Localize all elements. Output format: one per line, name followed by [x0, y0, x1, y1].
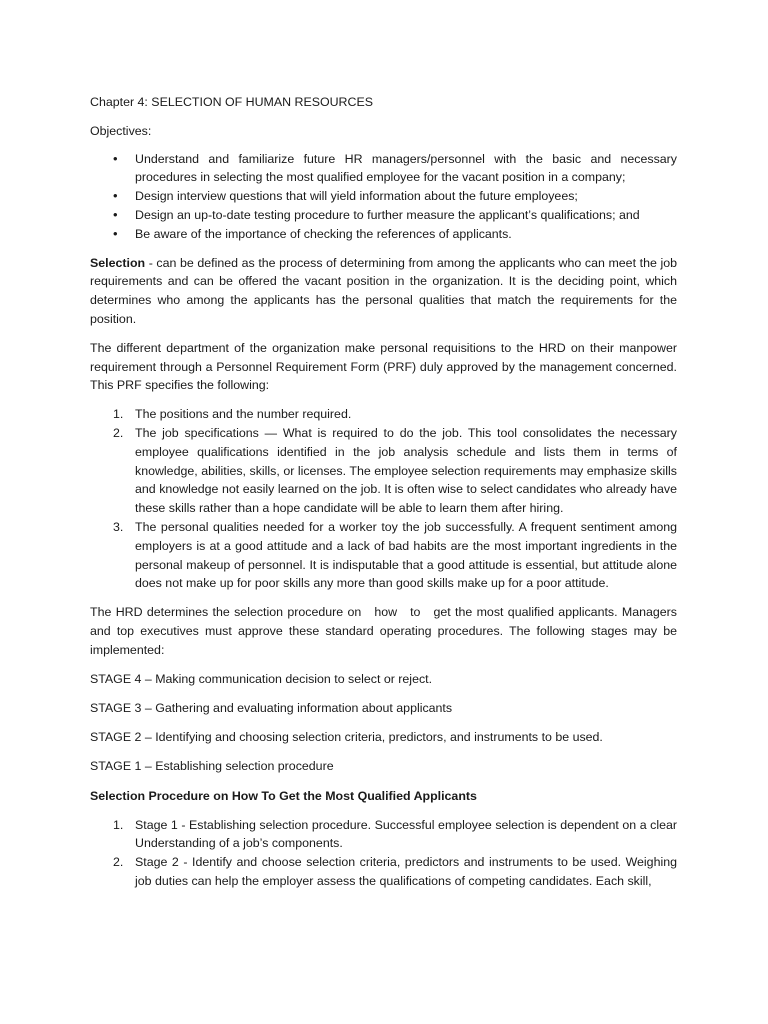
bullet-icon: • [113, 150, 118, 166]
selection-definition-paragraph [90, 254, 677, 329]
stage-line: STAGE 3 – Gathering and evaluating information about applicants [90, 700, 453, 715]
objective-text: Understand and familiarize future HR managers/personnel with the basic and necessary procedures in selecting the most qualified employee for the vacant position in a company; [135, 151, 677, 185]
prf-list [90, 405, 677, 593]
stage-line: STAGE 1 – Establishing selection procedure [90, 759, 334, 774]
objective-item [90, 150, 677, 188]
objective-text: Design interview questions that will yield information about the future employees; [135, 189, 578, 204]
procedure-list [90, 816, 677, 891]
prf-item [90, 424, 677, 518]
procedure-heading: Selection Procedure on How To Get the Most Qualified Applicants [90, 788, 477, 803]
stage-line: STAGE 4 – Making communication decision to select or reject. [90, 671, 433, 686]
objectives-label: Objectives: [90, 123, 152, 138]
objectives-list [90, 150, 677, 244]
item-text: The positions and the number required. [135, 407, 352, 422]
bullet-icon: • [113, 188, 118, 204]
procedure-item [90, 816, 677, 854]
item-text: The personal qualities needed for a worker toy the job successfully. A frequent sentiment among employers is at a good attitude and a lack of bad habits are the most important ingredients in the personal makeup of personnel. It is indisputable that a good attitude is essential, but attitude alone does not make up for poor skills any more than good skills make up for a poor attitude. [135, 519, 677, 591]
item-text: Stage 1 - Establishing selection procedure. Successful employee selection is dependent on a clear Understanding of a job’s components. [135, 817, 677, 851]
hrd-paragraph: The HRD determines the selection procedure on how to get the most qualified applicants. Managers and top executives must approve these standard operating procedures. The following stages may be implemented: [90, 605, 681, 657]
prf-item [90, 405, 677, 424]
prf-paragraph: The different department of the organization make personal requisitions to the HRD on their manpower requirement through a Personnel Requirement Form (PRF) duly approved by the management concerned. This PRF specifies the following: [90, 340, 677, 393]
document-body [90, 93, 681, 901]
procedure-item [90, 853, 677, 891]
bullet-icon: • [113, 225, 118, 241]
item-number: 1. [113, 407, 124, 422]
selection-term: Selection [90, 255, 146, 270]
selection-definition: - can be defined as the process of determining from among the applicants who can meet the job requirements and can be offered the vacant position in the organization. It is the deciding point, which determines who among the applicants has the personal qualities that match the requirements for the position. [90, 255, 677, 326]
objective-text: Be aware of the importance of checking the references of applicants. [135, 226, 512, 241]
item-number: 1. [113, 817, 124, 832]
item-number: 2. [113, 855, 124, 870]
prf-item [90, 518, 677, 593]
bullet-icon: • [113, 206, 118, 222]
objective-text: Design an up-to-date testing procedure to further measure the applicant’s qualifications; and [135, 207, 640, 222]
item-text: The job specifications — What is required to do the job. This tool consolidates the necessary employee qualifications identified in the job analysis schedule and lists them in terms of knowledge, abilities, skills, or licenses. The employee selection requirements may emphasize skills and knowledge not easily learned on the job. It is often wise to select candidates who already have these skills rather than a hope candidate will be able to learn them after hiring. [135, 425, 677, 516]
item-number: 3. [113, 519, 124, 534]
stage-line: STAGE 2 – Identifying and choosing selection criteria, predictors, and instruments to be used. [90, 730, 603, 745]
objective-item [90, 206, 677, 225]
item-number: 2. [113, 425, 124, 440]
objective-item [90, 225, 677, 244]
chapter-title: Chapter 4: SELECTION OF HUMAN RESOURCES [90, 95, 373, 109]
item-text: Stage 2 - Identify and choose selection criteria, predictors and instruments to be used. Weighing job duties can help the employer assess the qualifications of competing candidates. Each skill, [135, 855, 677, 888]
objective-item [90, 187, 677, 206]
